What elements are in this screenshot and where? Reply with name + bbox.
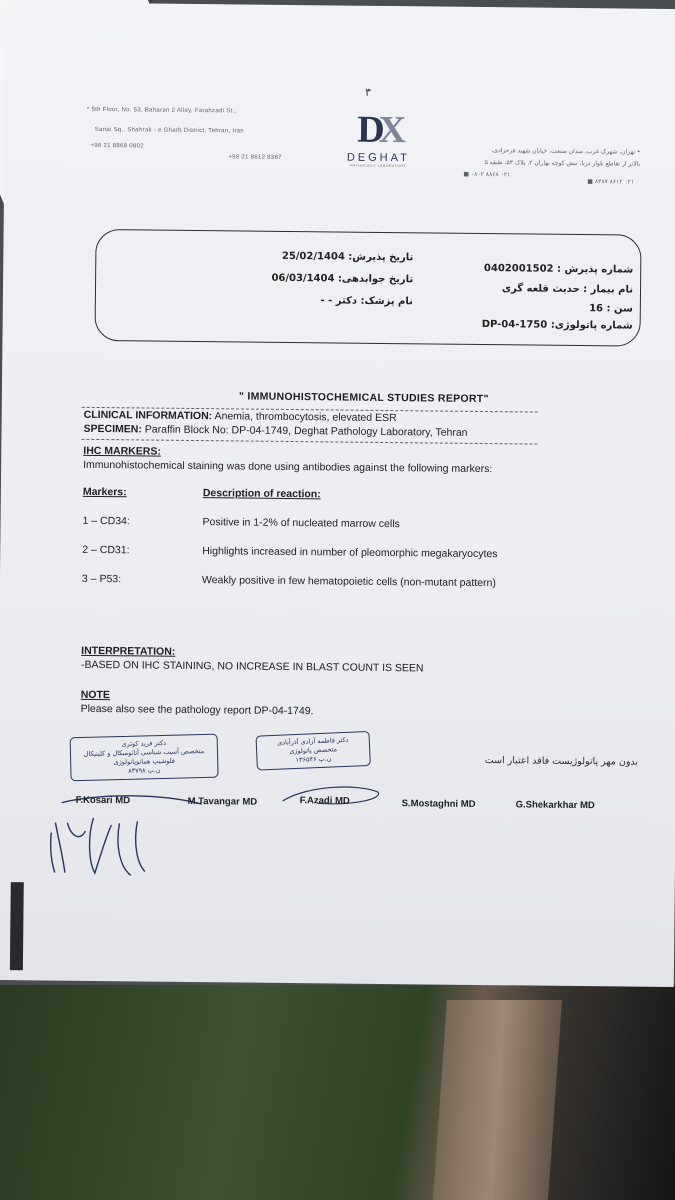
interpretation-text: -BASED ON IHC STAINING, NO INCREASE IN BLAST COUNT IS SEEN	[81, 658, 424, 675]
lab-address-en-1: * 5th Floor, No. 53, Baharan 2 Alley, Farahzadi St.,	[86, 106, 237, 115]
marker-description-2: Highlights increased in number of pleomorphic megakaryocytes	[202, 545, 498, 561]
lab-address-en-2: Sanai Sq., Shahrak - e Gharb District, Tehran, Iran	[94, 126, 244, 135]
markers-header: Markers:	[82, 485, 127, 499]
marker-name-3: 3 – P53:	[81, 572, 122, 586]
marker-name-1: 1 – CD34:	[82, 514, 130, 528]
description-header: Description of reaction:	[202, 487, 321, 501]
specimen-information	[83, 423, 467, 439]
lab-address-fa-2: بالاتر از تقاطع بلوار دریا، نبش کوچه بهاران ۲، پلاک ۵۳، طبقه ۵	[484, 159, 641, 168]
note-text: Please also see the pathology report DP-04-1749.	[80, 702, 314, 718]
patient-age: سن : 16	[589, 303, 633, 315]
ihc-heading: IHC MARKERS:	[83, 444, 161, 458]
page-edge-mark	[10, 882, 24, 970]
background-cloth-fold	[433, 1000, 562, 1200]
logo-mark-d: D	[357, 108, 379, 151]
lab-address-fa-1: • تهران، شهرک غرب، میدان صنعت، خیابان شهید فرحزادی،	[491, 147, 641, 156]
answer-date: تاریخ جوابدهی: 06/03/1404	[271, 272, 414, 286]
clinical-label: CLINICAL INFORMATION:	[83, 408, 213, 423]
signatory-kosari: F.Kosari MD	[75, 794, 131, 807]
signatory-mostaghni: S.Mostaghni MD	[401, 798, 476, 810]
page-number: ۳	[365, 85, 372, 99]
specimen-value: Paraffin Block No: DP-04-1749, Deghat Pathology Laboratory, Tehran	[141, 423, 468, 439]
divider-bottom	[81, 439, 537, 445]
logo-wordmark: DEGHAT	[346, 151, 410, 165]
interpretation-heading: INTERPRETATION:	[81, 644, 176, 658]
pathology-number: شماره پاتولوژی: DP-04-1750	[481, 318, 633, 332]
admission-number: شماره پذیرش : 0402001502	[483, 263, 634, 276]
admission-date: تاریخ پذیرش: 25/02/1404	[281, 250, 414, 264]
lab-phone-fa-2: ۰۲۱ ۸۶۱۲ ۸۳۸۷ ■	[587, 178, 635, 186]
doctor-name: نام پزشک: دکتر - -	[320, 295, 413, 308]
marker-description-3: Weakly positive in few hematopoietic cells (non-mutant pattern)	[201, 574, 496, 590]
stamp-azadi: دکتر فاطمه آزادی آذرآبادی متخصص پاتولوژی ن.پ ۱۳۶۵۴۶	[255, 731, 370, 771]
patient-name: نام بیمار : حدیث قلعه گری	[501, 283, 634, 296]
clinical-information	[84, 409, 397, 424]
note-heading: NOTE	[80, 688, 110, 702]
marker-description-1: Positive in 1-2% of nucleated marrow cells	[202, 516, 400, 531]
clinical-value: Anemia, thrombocytosis, elevated ESR	[212, 410, 397, 425]
report-title: " IMMUNOHISTOCHEMICAL STUDIES REPORT"	[238, 390, 489, 406]
marker-name-2: 2 – CD31:	[82, 543, 130, 557]
signatory-azadi: F.Azadi MD	[299, 795, 350, 807]
signatory-tavangar: M.Tavangar MD	[187, 795, 258, 808]
lab-phone-fa-1: ۰۲۱ ۸۸۶۸ ۰۸۰۲ ■	[463, 170, 511, 179]
logo-mark-x: X	[378, 108, 401, 152]
specimen-label: SPECIMEN:	[83, 422, 142, 436]
lab-logo	[338, 107, 419, 168]
report-page	[0, 2, 675, 987]
lab-phone-en-1: +98 21 8868 0802	[90, 142, 144, 150]
stamp-kosari: دکتر فرید کوثری متخصص آسیب شناسی آناتومیکال و کلینیکال فلوشیپ هماتوپاتولوژی ن.پ ۸۳۷۹۸	[70, 734, 219, 782]
lab-phone-en-2: +98 21 8612 8387	[228, 154, 282, 161]
signatory-shekarkhar: G.Shekarkhar MD	[515, 799, 595, 812]
ihc-intro: Immunohistochemical staining was done using antibodies against the following markers:	[83, 458, 493, 476]
background-cloth	[0, 985, 675, 1200]
logo-subtitle: PATHOLOGY LABORATORY	[350, 163, 407, 169]
stamp-validity-note: بدون مهر پاتولوژیست فاقد اعتبار است	[484, 755, 639, 768]
handwritten-signature	[41, 762, 222, 884]
